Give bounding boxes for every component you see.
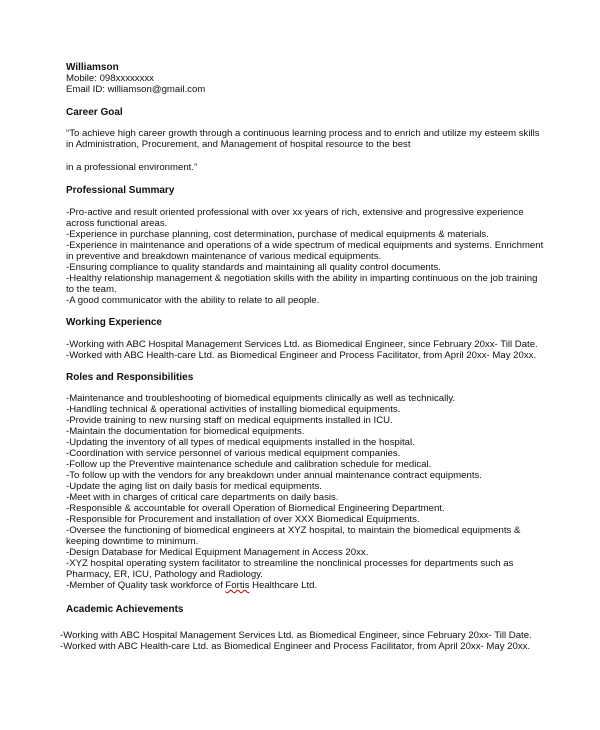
professional-summary-list [66, 207, 556, 306]
role-line: -Responsible for Procurement and installation of over XXX Biomedical Equipments. [66, 514, 420, 525]
working-experience-list [66, 339, 556, 361]
role-line: -Maintain the documentation for biomedical equipments. [66, 426, 305, 437]
role-line: -Design Database for Medical Equipment Management in Access 20xx. [66, 547, 369, 558]
roles-list [66, 393, 556, 591]
working-experience-heading: Working Experience [66, 317, 162, 328]
spellcheck-word: Fortis [225, 580, 250, 591]
role-line: keeping downtime to minimum. [66, 536, 199, 547]
role-line: Pharmacy, ER, ICU, Pathology and Radiology. [66, 569, 263, 580]
role-line: -Maintenance and troubleshooting of biomedical equipments clinically as well as technically. [66, 393, 456, 404]
experience-line: -Working with ABC Hospital Management Services Ltd. as Biomedical Engineer, since February 20xx- Till Date. [66, 339, 538, 350]
contact-header [66, 62, 205, 95]
role-line: -Update the aging list on daily basis for medical equipments. [66, 481, 322, 492]
role-line: -To follow up with the vendors for any breakdown under annual maintenance contract equipments. [66, 470, 482, 481]
role-line-suffix: Healthcare Ltd. [249, 580, 318, 591]
career-goal-line: in a professional environment.” [66, 162, 198, 173]
role-line: -XYZ hospital operating system facilitator to streamline the nonclinical processes for departments such as [66, 558, 514, 569]
academic-line: -Working with ABC Hospital Management Services Ltd. as Biomedical Engineer, since February 20xx- Till Date. [60, 630, 532, 641]
role-line: -Coordination with service personnel of various medical equipment companies. [66, 448, 401, 459]
summary-line: -Healthy relationship management & negotiation skills with the ability in imparting continuous on the job training [66, 273, 538, 284]
academic-achievements-heading: Academic Achievements [66, 604, 184, 615]
summary-line: -Ensuring compliance to quality standards and maintaining all quality control documents. [66, 262, 441, 273]
summary-line: to the team. [66, 284, 117, 295]
career-goal-line: in Administration, Procurement, and Management of hospital resource to the best [66, 139, 411, 150]
summary-line: across functional areas. [66, 218, 168, 229]
professional-summary-heading: Professional Summary [66, 185, 175, 196]
role-line: -Follow up the Preventive maintenance schedule and calibration schedule for medical. [66, 459, 432, 470]
role-line-prefix: -Member of Quality task workforce of [66, 580, 226, 591]
role-line: -Meet with in charges of critical care departments on daily basis. [66, 492, 339, 503]
role-line: -Handling technical & operational activities of installing biomedical equipments. [66, 404, 401, 415]
role-line: -Updating the inventory of all types of medical equipments installed in the hospital. [66, 437, 415, 448]
summary-line: -A good communicator with the ability to relate to all people. [66, 295, 320, 306]
career-goal-line: “To achieve high career growth through a continuous learning process and to enrich and utilize my esteem skills [66, 128, 540, 139]
candidate-name: Williamson [66, 62, 119, 73]
career-goal-heading: Career Goal [66, 107, 123, 118]
career-goal-text-end [66, 162, 556, 173]
role-line [66, 580, 556, 591]
summary-line: -Experience in maintenance and operations of a wide spectrum of medical equipments and systems. Enrichment [66, 240, 544, 251]
role-line: -Provide training to new nursing staff on medical equipments installed in ICU. [66, 415, 393, 426]
summary-line: in preventive and breakdown maintenance of various medical equipments. [66, 251, 382, 262]
roles-heading: Roles and Responsibilities [66, 372, 194, 383]
career-goal-text [66, 128, 556, 150]
role-line: -Responsible & accountable for overall Operation of Biomedical Engineering Department. [66, 503, 445, 514]
role-line: -Oversee the functioning of biomedical engineers at XYZ hospital, to maintain the biomedical equipments & [66, 525, 521, 536]
email-address: Email ID: williamson@gmail.com [66, 84, 206, 95]
summary-line: -Experience in purchase planning, cost determination, purchase of medical equipments & materials. [66, 229, 489, 240]
summary-line: -Pro-active and result oriented professional with over xx years of rich, extensive and progressive experience [66, 207, 524, 218]
experience-line: -Worked with ABC Health-care Ltd. as Biomedical Engineer and Process Facilitator, from April 20xx- May 20xx. [66, 350, 537, 361]
mobile-number: Mobile: 098xxxxxxxx [66, 73, 154, 84]
academic-achievements-list [60, 630, 550, 652]
academic-line: -Worked with ABC Health-care Ltd. as Biomedical Engineer and Process Facilitator, from April 20xx- May 20xx. [60, 641, 531, 652]
